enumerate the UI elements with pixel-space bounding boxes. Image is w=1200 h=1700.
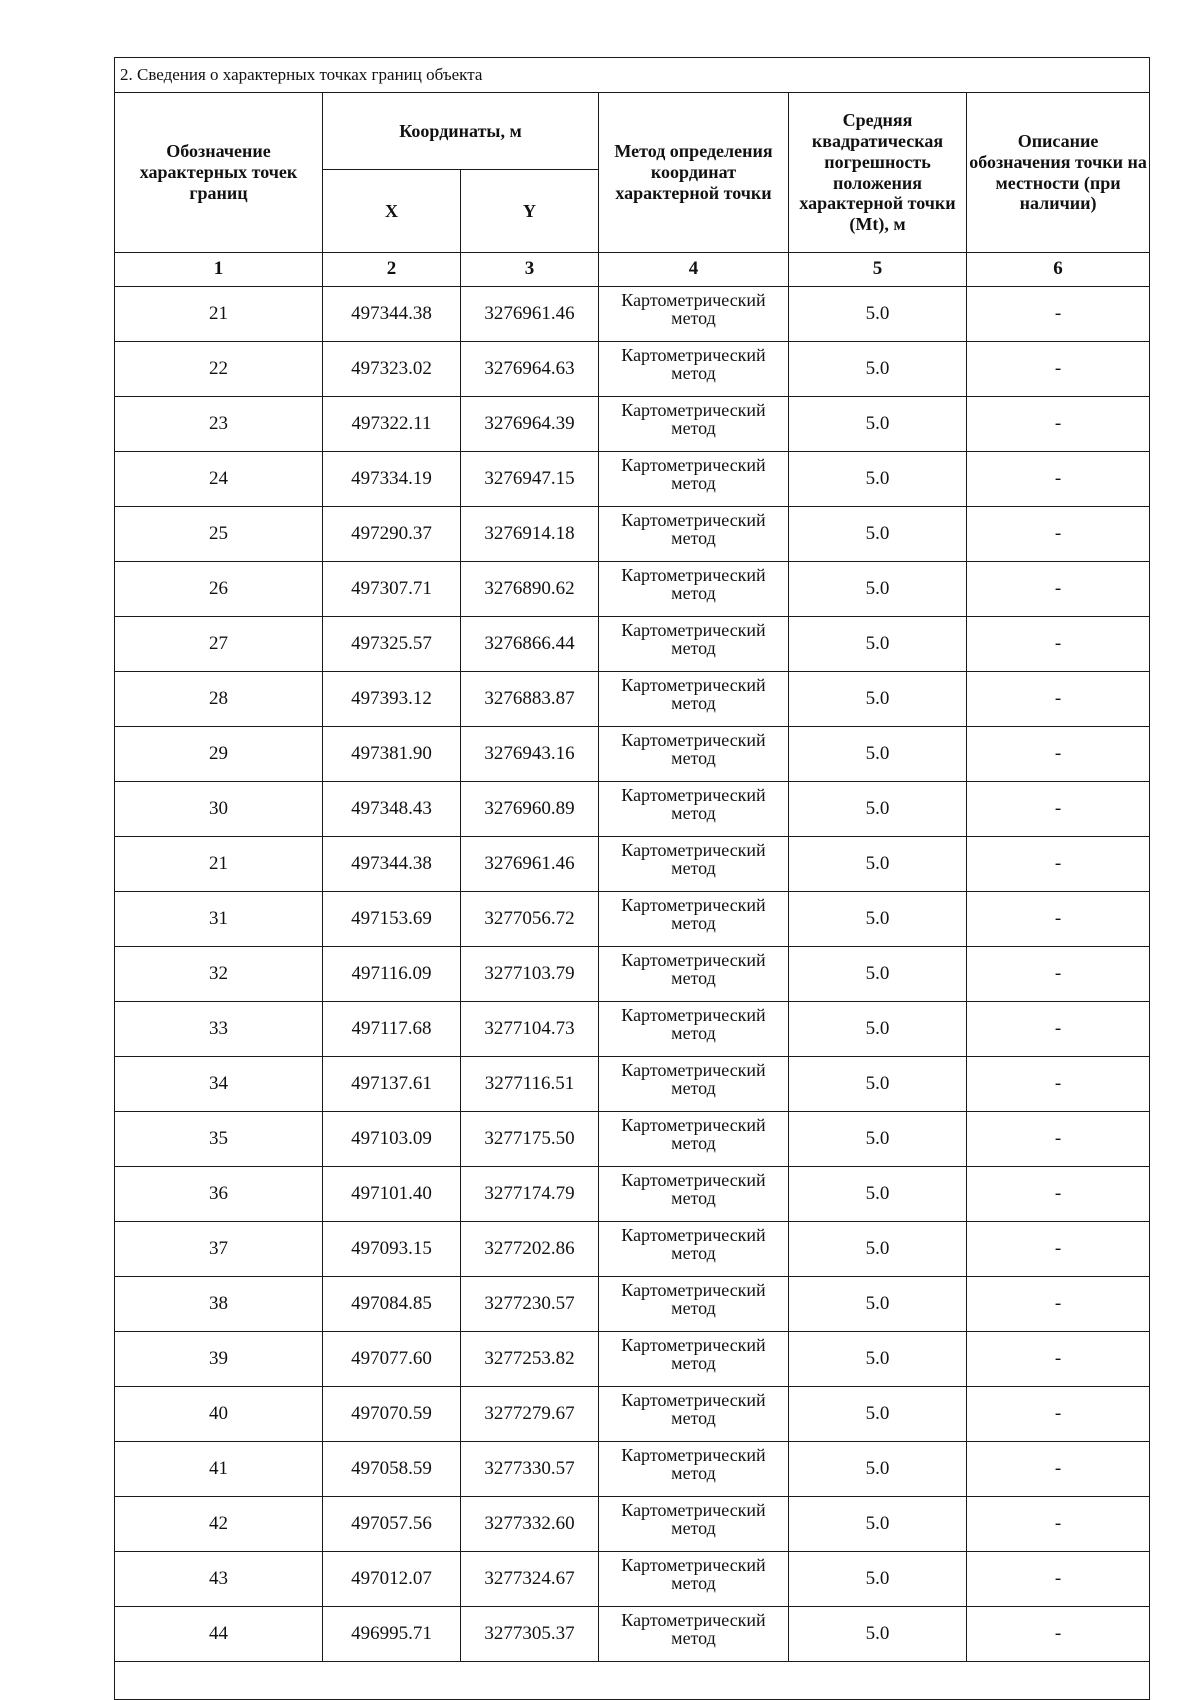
y-coordinate-cell: 3276914.18 [461,507,599,562]
x-coordinate-cell: 497084.85 [323,1277,461,1332]
y-coordinate-cell: 3276961.46 [461,287,599,342]
y-coordinate-cell: 3277175.50 [461,1112,599,1167]
point-id-cell: 44 [115,1607,323,1662]
column-number-row [115,253,1150,287]
point-id-cell: 25 [115,507,323,562]
x-coordinate-cell: 496995.71 [323,1607,461,1662]
method-cell: Картометрический метод [599,837,789,892]
x-coordinate-cell: 497344.38 [323,287,461,342]
description-cell: - [967,287,1150,342]
table-title-row [115,58,1150,93]
table-row [115,1057,1150,1112]
header-designation: Обозначение характерных точек границ [115,93,323,253]
y-coordinate-cell: 3277174.79 [461,1167,599,1222]
table-row [115,1222,1150,1277]
header-y: Y [461,170,599,253]
description-cell: - [967,1607,1150,1662]
table-row [115,837,1150,892]
point-id-cell: 42 [115,1497,323,1552]
x-coordinate-cell: 497058.59 [323,1442,461,1497]
error-cell: 5.0 [789,672,967,727]
error-cell: 5.0 [789,892,967,947]
method-cell: Картометрический метод [599,1552,789,1607]
method-cell: Картометрический метод [599,1222,789,1277]
header-method: Метод определения координат характерной точки [599,93,789,253]
y-coordinate-cell: 3276947.15 [461,452,599,507]
point-id-cell: 23 [115,397,323,452]
column-number: 1 [115,253,323,287]
point-id-cell: 39 [115,1332,323,1387]
y-coordinate-cell: 3277253.82 [461,1332,599,1387]
table-row [115,1607,1150,1662]
x-coordinate-cell: 497307.71 [323,562,461,617]
table-row [115,1552,1150,1607]
x-coordinate-cell: 497334.19 [323,452,461,507]
column-number: 3 [461,253,599,287]
method-cell: Картометрический метод [599,1167,789,1222]
table-row [115,1332,1150,1387]
x-coordinate-cell: 497070.59 [323,1387,461,1442]
error-cell: 5.0 [789,782,967,837]
error-cell: 5.0 [789,727,967,782]
description-cell: - [967,1277,1150,1332]
description-cell: - [967,342,1150,397]
method-cell: Картометрический метод [599,617,789,672]
description-cell: - [967,1222,1150,1277]
x-coordinate-cell: 497093.15 [323,1222,461,1277]
x-coordinate-cell: 497103.09 [323,1112,461,1167]
method-cell: Картометрический метод [599,1332,789,1387]
point-id-cell: 28 [115,672,323,727]
description-cell: - [967,1002,1150,1057]
description-cell: - [967,782,1150,837]
y-coordinate-cell: 3276964.39 [461,397,599,452]
error-cell: 5.0 [789,947,967,1002]
error-cell: 5.0 [789,1112,967,1167]
point-id-cell: 31 [115,892,323,947]
table-footer-row [115,1662,1150,1700]
y-coordinate-cell: 3276866.44 [461,617,599,672]
description-cell: - [967,892,1150,947]
x-coordinate-cell: 497116.09 [323,947,461,1002]
error-cell: 5.0 [789,837,967,892]
table-row [115,1387,1150,1442]
point-id-cell: 29 [115,727,323,782]
method-cell: Картометрический метод [599,1057,789,1112]
table-row [115,1002,1150,1057]
x-coordinate-cell: 497057.56 [323,1497,461,1552]
point-id-cell: 24 [115,452,323,507]
point-id-cell: 38 [115,1277,323,1332]
point-id-cell: 26 [115,562,323,617]
x-coordinate-cell: 497137.61 [323,1057,461,1112]
x-coordinate-cell: 497012.07 [323,1552,461,1607]
error-cell: 5.0 [789,1552,967,1607]
description-cell: - [967,1552,1150,1607]
method-cell: Картометрический метод [599,1277,789,1332]
description-cell: - [967,727,1150,782]
point-id-cell: 40 [115,1387,323,1442]
y-coordinate-cell: 3276960.89 [461,782,599,837]
table-row [115,727,1150,782]
y-coordinate-cell: 3277324.67 [461,1552,599,1607]
y-coordinate-cell: 3277056.72 [461,892,599,947]
error-cell: 5.0 [789,1222,967,1277]
point-id-cell: 34 [115,1057,323,1112]
error-cell: 5.0 [789,1442,967,1497]
x-coordinate-cell: 497117.68 [323,1002,461,1057]
y-coordinate-cell: 3276890.62 [461,562,599,617]
y-coordinate-cell: 3276883.87 [461,672,599,727]
x-coordinate-cell: 497290.37 [323,507,461,562]
table-row [115,1112,1150,1167]
description-cell: - [967,562,1150,617]
point-id-cell: 30 [115,782,323,837]
table-title: 2. Сведения о характерных точках границ объекта [115,58,1150,93]
description-cell: - [967,617,1150,672]
table-row [115,892,1150,947]
error-cell: 5.0 [789,342,967,397]
description-cell: - [967,672,1150,727]
boundary-points-table [114,57,1150,1700]
point-id-cell: 22 [115,342,323,397]
method-cell: Картометрический метод [599,562,789,617]
method-cell: Картометрический метод [599,1387,789,1442]
table-row [115,1442,1150,1497]
table-row [115,782,1150,837]
point-id-cell: 41 [115,1442,323,1497]
y-coordinate-cell: 3277230.57 [461,1277,599,1332]
point-id-cell: 36 [115,1167,323,1222]
y-coordinate-cell: 3277279.67 [461,1387,599,1442]
column-number: 5 [789,253,967,287]
x-coordinate-cell: 497393.12 [323,672,461,727]
table-row [115,342,1150,397]
x-coordinate-cell: 497381.90 [323,727,461,782]
table-row [115,562,1150,617]
x-coordinate-cell: 497101.40 [323,1167,461,1222]
error-cell: 5.0 [789,397,967,452]
method-cell: Картометрический метод [599,397,789,452]
description-cell: - [967,1497,1150,1552]
header-error: Средняя квадратическая погрешность положения характерной точки (Mt), м [789,93,967,253]
method-cell: Картометрический метод [599,892,789,947]
description-cell: - [967,1057,1150,1112]
method-cell: Картометрический метод [599,507,789,562]
description-cell: - [967,1387,1150,1442]
error-cell: 5.0 [789,507,967,562]
point-id-cell: 33 [115,1002,323,1057]
error-cell: 5.0 [789,1607,967,1662]
y-coordinate-cell: 3276964.63 [461,342,599,397]
description-cell: - [967,947,1150,1002]
error-cell: 5.0 [789,287,967,342]
method-cell: Картометрический метод [599,1002,789,1057]
point-id-cell: 43 [115,1552,323,1607]
x-coordinate-cell: 497348.43 [323,782,461,837]
method-cell: Картометрический метод [599,672,789,727]
error-cell: 5.0 [789,1057,967,1112]
method-cell: Картометрический метод [599,727,789,782]
method-cell: Картометрический метод [599,782,789,837]
y-coordinate-cell: 3277104.73 [461,1002,599,1057]
method-cell: Картометрический метод [599,1497,789,1552]
x-coordinate-cell: 497153.69 [323,892,461,947]
description-cell: - [967,507,1150,562]
point-id-cell: 35 [115,1112,323,1167]
method-cell: Картометрический метод [599,1607,789,1662]
description-cell: - [967,1167,1150,1222]
description-cell: - [967,1112,1150,1167]
header-description: Описание обозначения точки на местности (при наличии) [967,93,1150,253]
x-coordinate-cell: 497325.57 [323,617,461,672]
point-id-cell: 27 [115,617,323,672]
column-number: 4 [599,253,789,287]
error-cell: 5.0 [789,617,967,672]
description-cell: - [967,837,1150,892]
y-coordinate-cell: 3277103.79 [461,947,599,1002]
y-coordinate-cell: 3277116.51 [461,1057,599,1112]
method-cell: Картометрический метод [599,287,789,342]
y-coordinate-cell: 3277202.86 [461,1222,599,1277]
point-id-cell: 32 [115,947,323,1002]
y-coordinate-cell: 3277332.60 [461,1497,599,1552]
header-x: X [323,170,461,253]
x-coordinate-cell: 497323.02 [323,342,461,397]
y-coordinate-cell: 3276961.46 [461,837,599,892]
table-row [115,1167,1150,1222]
point-id-cell: 21 [115,837,323,892]
y-coordinate-cell: 3277305.37 [461,1607,599,1662]
header-row-top [115,93,1150,170]
x-coordinate-cell: 497077.60 [323,1332,461,1387]
x-coordinate-cell: 497322.11 [323,397,461,452]
table-row [115,1497,1150,1552]
description-cell: - [967,452,1150,507]
method-cell: Картометрический метод [599,1442,789,1497]
error-cell: 5.0 [789,562,967,617]
column-number: 2 [323,253,461,287]
header-coordinates: Координаты, м [323,93,599,170]
table-footer-cell [115,1662,1150,1700]
method-cell: Картометрический метод [599,342,789,397]
description-cell: - [967,1332,1150,1387]
table-row [115,507,1150,562]
method-cell: Картометрический метод [599,1112,789,1167]
y-coordinate-cell: 3277330.57 [461,1442,599,1497]
error-cell: 5.0 [789,1332,967,1387]
description-cell: - [967,1442,1150,1497]
table-row [115,397,1150,452]
description-cell: - [967,397,1150,452]
method-cell: Картометрический метод [599,452,789,507]
point-id-cell: 37 [115,1222,323,1277]
error-cell: 5.0 [789,1497,967,1552]
table-row [115,287,1150,342]
table-row [115,617,1150,672]
table-row [115,672,1150,727]
y-coordinate-cell: 3276943.16 [461,727,599,782]
x-coordinate-cell: 497344.38 [323,837,461,892]
error-cell: 5.0 [789,1167,967,1222]
column-number: 6 [967,253,1150,287]
error-cell: 5.0 [789,1277,967,1332]
table-row [115,947,1150,1002]
method-cell: Картометрический метод [599,947,789,1002]
point-id-cell: 21 [115,287,323,342]
table-row [115,452,1150,507]
table-row [115,1277,1150,1332]
error-cell: 5.0 [789,1387,967,1442]
error-cell: 5.0 [789,1002,967,1057]
error-cell: 5.0 [789,452,967,507]
